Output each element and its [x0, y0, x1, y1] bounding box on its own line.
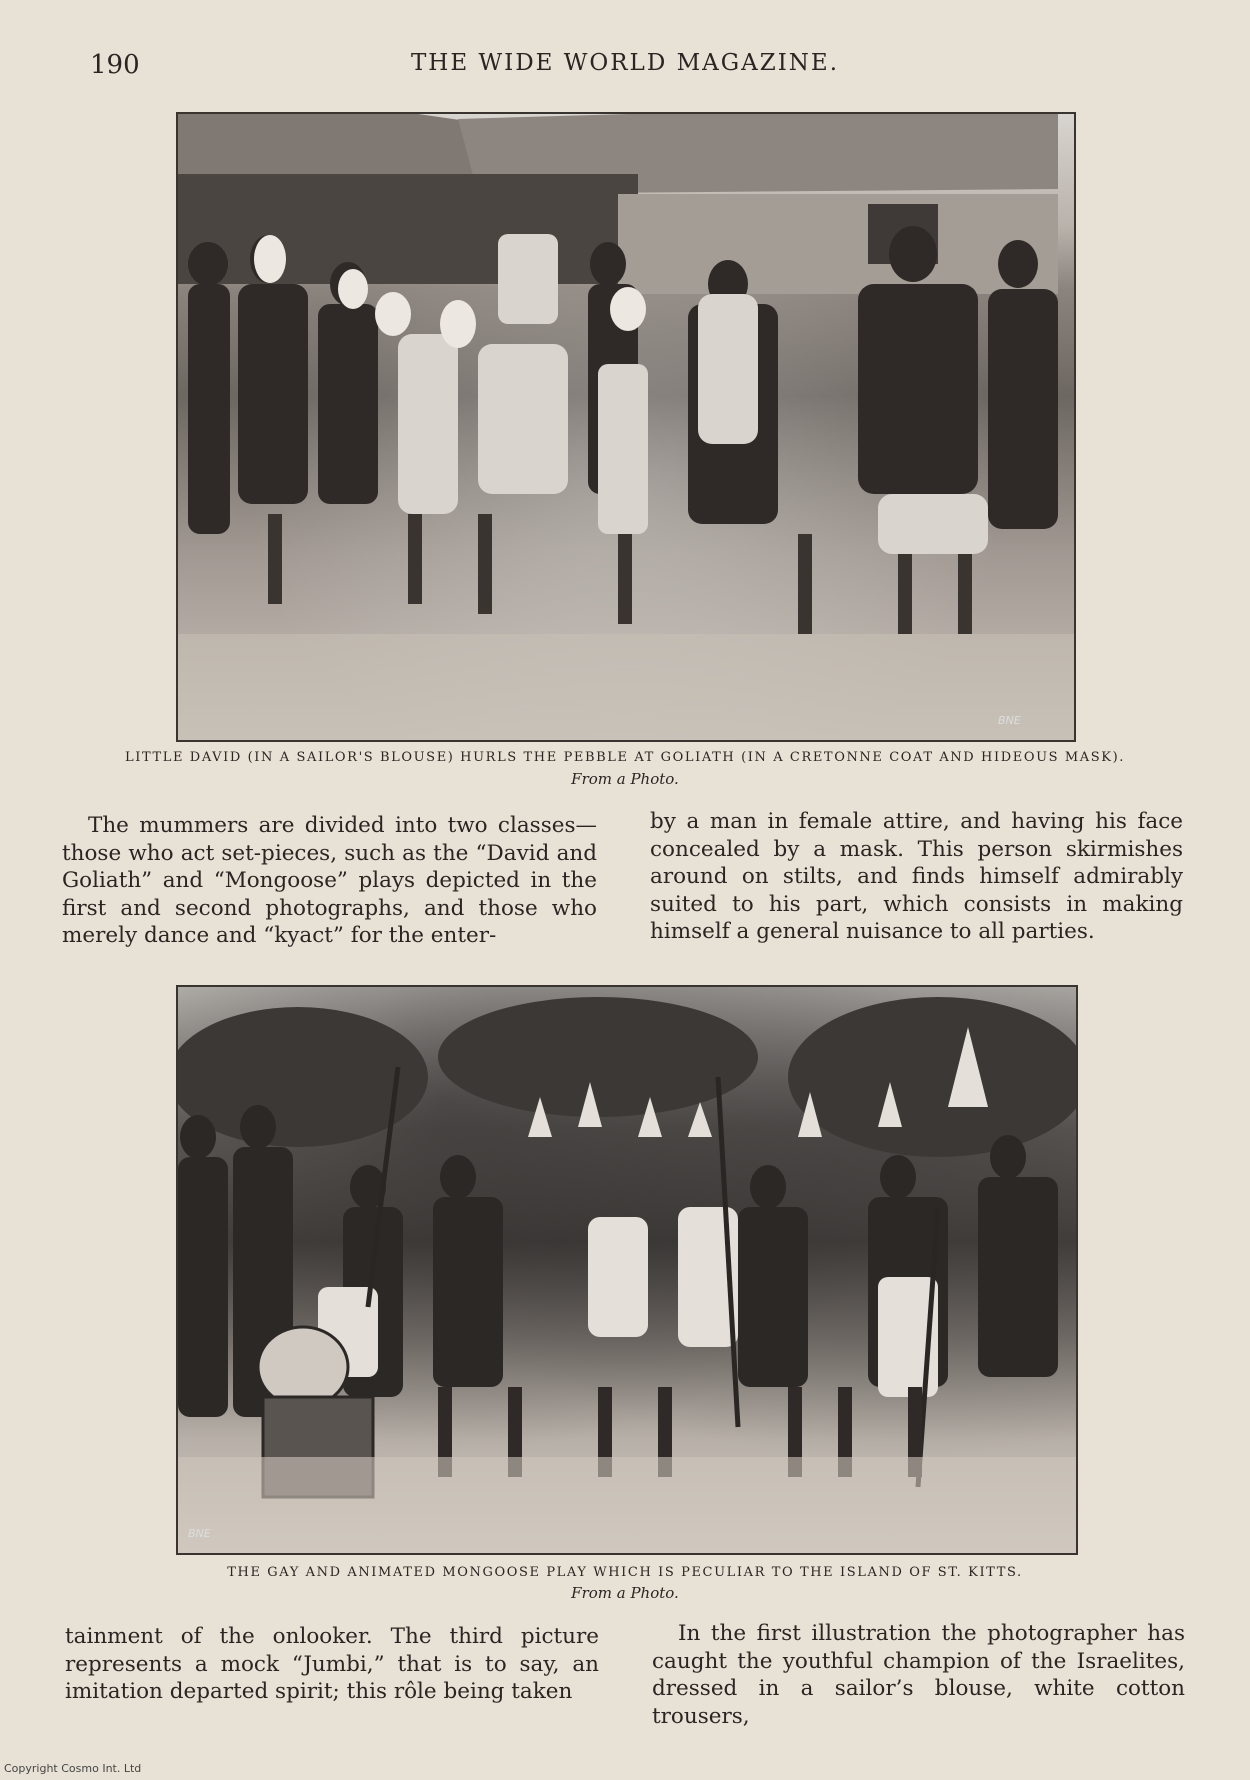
figure-caption-2: THE GAY AND ANIMATED MONGOOSE PLAY WHICH IS PECULIAR TO THE ISLAND OF ST. KITTS. [227, 1565, 1023, 1580]
text-column-left-2 [65, 1623, 599, 1706]
text-column-right-2 [652, 1620, 1185, 1730]
photo-mongoose-play [176, 985, 1078, 1555]
page-number: 190 [90, 50, 140, 80]
figure-credit-1: From a Photo. [571, 770, 679, 788]
photo-signature-1: BNE [998, 714, 1021, 727]
photo-david-goliath [176, 112, 1076, 742]
photo-mongoose-play-image [178, 987, 1076, 1553]
paragraph-mummers: The mummers are divided into two classes—those who act set-pieces, such as the “David and Goliath” and “Mongoose” plays depicted in the first and second photographs, and those who merely dance and “kyact” for the enter- [62, 813, 597, 948]
figure-caption-1: LITTLE DAVID (IN A SAILOR'S BLOUSE) HURLS THE PEBBLE AT GOLIATH (IN A CRETONNE COAT AND HIDEOUS MASK). [124, 750, 1125, 765]
running-head: THE WIDE WORLD MAGAZINE. [410, 50, 840, 76]
text-column-right-1 [650, 808, 1183, 946]
figure-credit-2: From a Photo. [571, 1584, 679, 1602]
paragraph-jumbi: tainment of the onlooker. The third picture represents a mock “Jumbi,” that is to say, an imitation departed spirit; this rôle being taken [65, 1624, 599, 1704]
copyright-notice: Copyright Cosmo Int. Ltd [4, 1762, 142, 1775]
text-column-left-1 [62, 812, 597, 950]
paragraph-first-illustration: In the first illustration the photographer has caught the youthful champion of the Israelites, dressed in a sailor’s blouse, white cotton trousers, [652, 1621, 1185, 1729]
photo-david-goliath-image [178, 114, 1074, 740]
photo-signature-2: BNE [188, 1527, 211, 1540]
paragraph-female-attire: by a man in female attire, and having his face concealed by a mask. This person skirmishes around on stilts, and finds himself admirably suited to his part, which consists in making himself a general nuisance to all parties. [650, 809, 1183, 944]
